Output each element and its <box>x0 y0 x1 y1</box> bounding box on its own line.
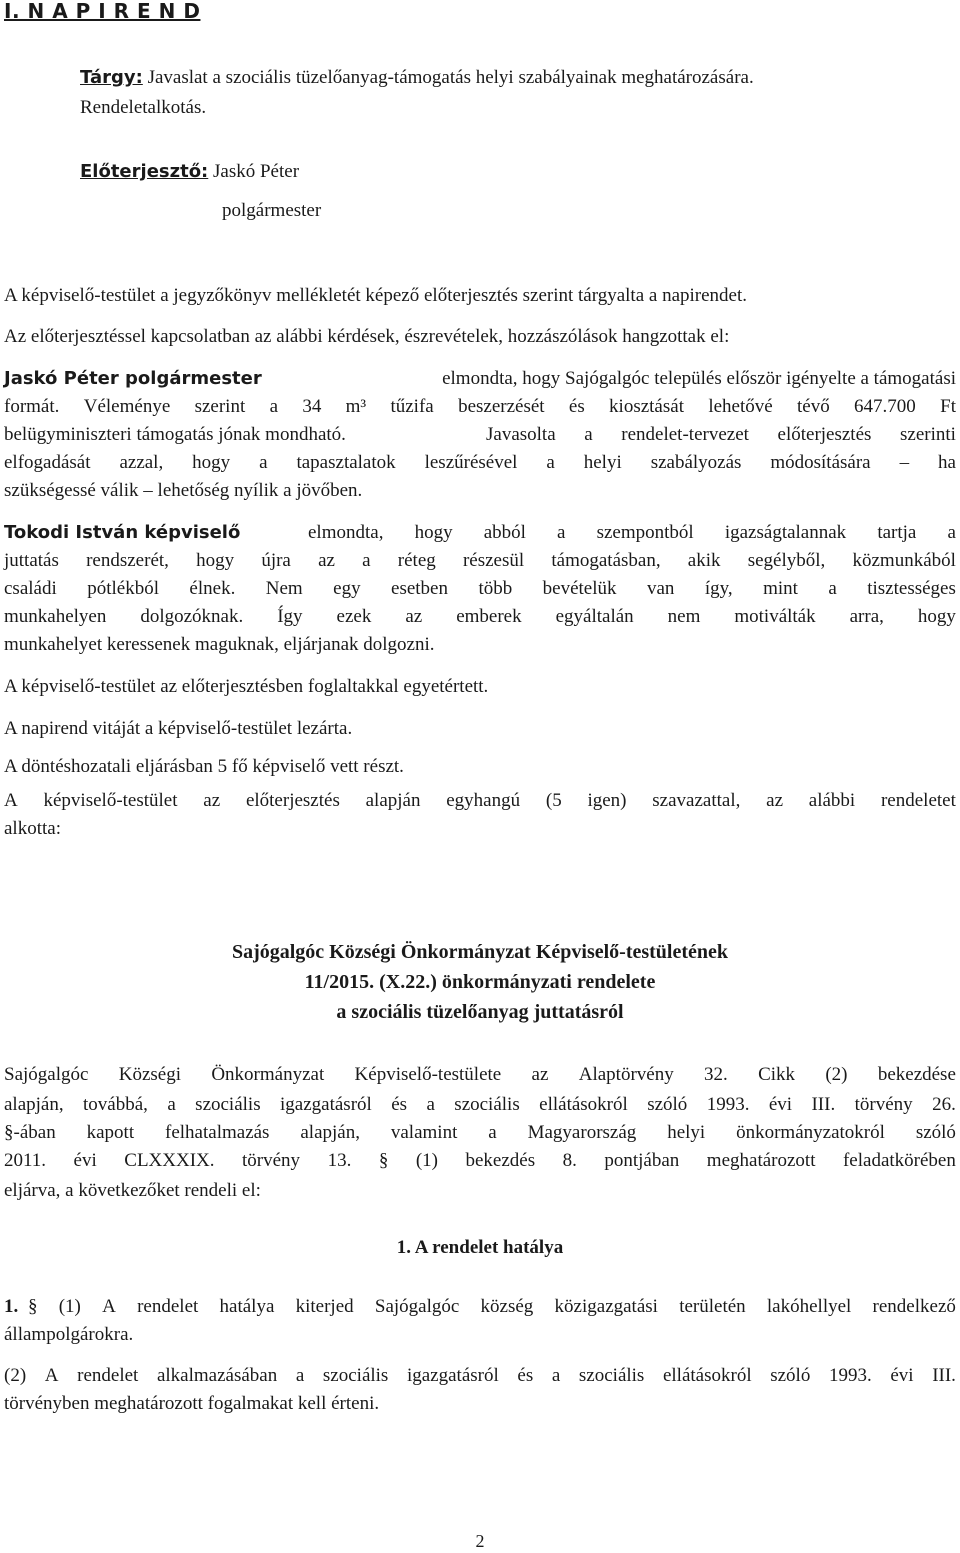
speaker1-text-1: elmondta, hogy Sajógalgóc település először igényelte a támogatási <box>442 368 956 389</box>
para-closed: A napirend vitáját a képviselő-testület lezárta. <box>4 718 353 739</box>
word: azzal, <box>119 452 164 473</box>
word: szociális <box>322 1365 389 1386</box>
word: Községi <box>118 1064 182 1085</box>
para-vote-line-2: alkotta: <box>4 818 61 839</box>
word: tartja <box>877 522 917 543</box>
word: Véleménye <box>83 396 171 417</box>
word: lakóhellyel <box>766 1296 852 1317</box>
word: az <box>318 550 335 571</box>
word: hogy <box>196 550 235 571</box>
word: emberek <box>456 606 522 627</box>
word: Alaptörvény <box>578 1064 674 1085</box>
word: Sajógalgóc <box>374 1296 460 1317</box>
word: egyhangú <box>446 790 521 811</box>
word: rendelet-tervezet <box>621 424 749 445</box>
word: felhatalmazás <box>165 1122 270 1143</box>
subject-text: Javaslat a szociális tüzelőanyag-támogatás helyi szabályainak meghatározására. <box>142 67 754 88</box>
speaker1-text-3b <box>486 421 956 449</box>
word: esetben <box>391 578 448 599</box>
word: előterjesztés <box>245 790 340 811</box>
word: ellátásokról <box>539 1094 628 1115</box>
word: képviselő-testület <box>43 790 178 811</box>
word: Cikk <box>758 1064 796 1085</box>
presenter-label: Előterjesztő: <box>80 161 209 182</box>
word: III. <box>932 1365 956 1386</box>
word: ezek <box>336 606 372 627</box>
word: mint <box>763 578 798 599</box>
word: a <box>362 550 371 571</box>
decree-title-1: Sajógalgóc Községi Önkormányzat Képviselő-testületének <box>231 941 729 963</box>
word: bekezdés <box>465 1150 536 1171</box>
word: egyáltalán <box>555 606 634 627</box>
word: van <box>646 578 675 599</box>
word: a <box>295 1365 305 1386</box>
word: feladatkörében <box>842 1150 956 1171</box>
word: akik <box>687 550 721 571</box>
word: CLXXXIX. <box>124 1150 215 1171</box>
word: (2) <box>4 1365 27 1386</box>
word: tisztességes <box>867 578 956 599</box>
word: A <box>102 1296 116 1317</box>
s1p2-line-1 <box>4 1362 956 1390</box>
word: alkalmazásában <box>156 1365 278 1386</box>
word: szóló <box>647 1094 688 1115</box>
word: elfogadását <box>4 452 91 473</box>
speaker1-line-4 <box>4 449 956 477</box>
word: előterjesztés <box>777 424 872 445</box>
word: szerinti <box>900 424 956 445</box>
speaker1-line-1 <box>4 365 956 393</box>
word: alapján, <box>300 1122 360 1143</box>
word: ha <box>938 452 956 473</box>
word: leszűrésével <box>424 452 518 473</box>
word: igazgatásról <box>406 1365 499 1386</box>
word: § <box>28 1296 38 1317</box>
word: a <box>259 452 268 473</box>
word: Ft <box>940 396 956 417</box>
word: hogy <box>414 522 453 543</box>
word: és <box>517 1365 534 1386</box>
word: munkahelyen <box>4 606 107 627</box>
word: a <box>828 578 837 599</box>
word: évi <box>768 1094 793 1115</box>
preamble-line-4 <box>4 1147 956 1175</box>
word: réteg <box>397 550 436 571</box>
word: a <box>269 396 278 417</box>
word: m³ <box>345 396 367 417</box>
subject-label: Tárgy: <box>80 67 143 88</box>
word: részesül <box>462 550 525 571</box>
word: (5 <box>545 790 562 811</box>
word: rendeletet <box>880 790 956 811</box>
speaker2-line-4 <box>4 603 956 631</box>
word: nem <box>667 606 701 627</box>
word: valamint <box>390 1122 458 1143</box>
word: törvény <box>854 1094 913 1115</box>
section1-title: 1. A rendelet hatálya <box>396 1237 564 1258</box>
s1p1-line-2: állampolgárokra. <box>4 1324 134 1345</box>
speaker2-line-2 <box>4 547 956 575</box>
word: 2011. <box>4 1150 47 1171</box>
word: alapján, <box>4 1094 64 1115</box>
word: Magyarország <box>527 1122 637 1143</box>
word: kapott <box>86 1122 135 1143</box>
word: juttatás <box>4 550 59 571</box>
word: bekezdése <box>877 1064 956 1085</box>
word: beszerzését <box>458 396 545 417</box>
word: módosítására <box>770 452 871 473</box>
word: abból <box>483 522 526 543</box>
word: törvény <box>242 1150 301 1171</box>
word: 26. <box>932 1094 956 1115</box>
word: tévő <box>797 396 830 417</box>
word: 647.700 <box>854 396 916 417</box>
word: az <box>203 790 221 811</box>
speaker2-text-1 <box>308 519 956 547</box>
word: hatálya <box>219 1296 275 1317</box>
word: szociális <box>578 1365 645 1386</box>
subject-line-1 <box>80 64 754 92</box>
word: lehetővé <box>708 396 773 417</box>
word: kiterjed <box>295 1296 354 1317</box>
word: rendelet <box>77 1365 139 1386</box>
word: alábbi <box>808 790 856 811</box>
word: helyi <box>667 1122 706 1143</box>
word: évi <box>73 1150 97 1171</box>
para-questions: Az előterjesztéssel kapcsolatban az alábbi kérdések, észrevételek, hozzászólások hangzottak el: <box>4 326 730 347</box>
word: A <box>4 790 18 811</box>
word: egy <box>333 578 361 599</box>
word: a <box>488 1122 497 1143</box>
word: ellátásokról <box>662 1365 752 1386</box>
word: Így <box>277 606 303 627</box>
word: 1993. <box>828 1365 872 1386</box>
word: Javasolta <box>486 424 556 445</box>
decree-title-3: a szociális tüzelőanyag juttatásról <box>336 1001 624 1023</box>
preamble-line-5: eljárva, a következőket rendeli el: <box>4 1180 261 1201</box>
word: továbbá, <box>83 1094 148 1115</box>
word: szerint <box>194 396 246 417</box>
agenda-heading: I. N A P I R E N D <box>4 0 201 23</box>
para-vote-line-1 <box>4 787 956 815</box>
para-agree: A képviselő-testület az előterjesztésben foglaltakkal egyetértett. <box>4 676 489 697</box>
word: Képviselő-testülete <box>354 1064 502 1085</box>
word: A <box>44 1365 59 1386</box>
word: tapasztalatok <box>296 452 396 473</box>
word: szabályozás <box>650 452 742 473</box>
speaker1-name: Jaskó Péter polgármester <box>4 368 262 389</box>
word: meghatározott <box>706 1150 816 1171</box>
word: motiválták <box>734 606 816 627</box>
speaker1-line-3 <box>4 421 956 449</box>
s1p2-line-2: törvényben meghatározott fogalmakat kell érteni. <box>4 1393 380 1414</box>
word: szociális <box>454 1094 520 1115</box>
word: (1) <box>58 1296 81 1317</box>
word: 1993. <box>706 1094 750 1115</box>
word: így, <box>704 578 733 599</box>
word: a <box>546 452 555 473</box>
word: tűzifa <box>390 396 434 417</box>
word: Nem <box>265 578 303 599</box>
preamble-line-1 <box>4 1061 956 1089</box>
para-discussed: A képviselő-testület a jegyzőkönyv mellékletét képező előterjesztés szerint tárgyalta a napirendet. <box>4 285 748 306</box>
word: és <box>391 1094 408 1115</box>
speaker1-line-5: szükségessé válik – lehetőség nyílik a jövőben. <box>4 480 363 501</box>
word: a <box>167 1094 176 1115</box>
word: segélyből, <box>747 550 826 571</box>
speaker1-line-2 <box>4 393 956 421</box>
speaker2-name: Tokodi István képviselő <box>4 522 241 543</box>
presenter-title: polgármester <box>222 200 322 221</box>
word: §-ában <box>4 1122 56 1143</box>
word: formát. <box>4 396 60 417</box>
word: bevételük <box>542 578 617 599</box>
word: alapján <box>365 790 421 811</box>
word: évi <box>890 1365 914 1386</box>
word: igazságtalannak <box>724 522 847 543</box>
word: igazgatásról <box>280 1094 372 1115</box>
word: újra <box>261 550 291 571</box>
word: az <box>766 790 784 811</box>
speaker1-text-3a: belügyminiszteri támogatás jónak mondható. <box>4 424 346 445</box>
word: 34 <box>302 396 322 417</box>
word: közmunkából <box>852 550 956 571</box>
word: § <box>378 1150 389 1171</box>
word: a <box>426 1094 435 1115</box>
page-number: 2 <box>475 1531 485 1551</box>
word: Önkormányzat <box>211 1064 325 1085</box>
preamble-line-2 <box>4 1091 956 1119</box>
word: dolgozóknak. <box>140 606 244 627</box>
word: családi <box>4 578 57 599</box>
word: rendelkező <box>872 1296 956 1317</box>
word: elmondta, <box>308 522 384 543</box>
s1p1-line-1 <box>4 1293 956 1321</box>
word: rendszerét, <box>86 550 169 571</box>
word: rendelet <box>137 1296 199 1317</box>
s1p1-text-1 <box>28 1293 956 1321</box>
word: 32. <box>704 1064 728 1085</box>
para-participants: A döntéshozatali eljárásban 5 fő képviselő vett részt. <box>4 756 404 777</box>
word: III. <box>811 1094 836 1115</box>
word: területén <box>679 1296 746 1317</box>
word: (2) <box>825 1064 848 1085</box>
word: a <box>947 522 956 543</box>
word: 8. <box>562 1150 577 1171</box>
word: pontjában <box>604 1150 680 1171</box>
word: a <box>584 424 593 445</box>
word: arra, <box>849 606 884 627</box>
word: szempontból <box>596 522 694 543</box>
word: pótlékból <box>87 578 159 599</box>
word: 13. <box>327 1150 352 1171</box>
word: – <box>899 452 910 473</box>
presenter-line <box>80 158 299 186</box>
word: az <box>531 1064 549 1085</box>
speaker2-line-5: munkahelyet keressenek maguknak, eljárjanak dolgozni. <box>4 634 435 655</box>
word: hogy <box>192 452 231 473</box>
word: község <box>480 1296 534 1317</box>
s1p1-number: 1. <box>4 1296 19 1317</box>
speaker2-line-1 <box>4 519 956 547</box>
word: támogatásban, <box>551 550 661 571</box>
word: az <box>405 606 423 627</box>
word: szóló <box>915 1122 956 1143</box>
word: a <box>551 1365 561 1386</box>
word: hogy <box>917 606 956 627</box>
speaker2-line-3 <box>4 575 956 603</box>
word: igen) <box>587 790 627 811</box>
decree-title-2: 11/2015. (X.22.) önkormányzati rendelete <box>304 971 656 993</box>
word: és <box>568 396 585 417</box>
preamble-line-3 <box>4 1119 956 1147</box>
word: (1) <box>415 1150 438 1171</box>
word: szóló <box>770 1365 811 1386</box>
word: szavazattal, <box>652 790 741 811</box>
word: a <box>557 522 566 543</box>
word: Sajógalgóc <box>4 1064 89 1085</box>
word: kiosztását <box>609 396 684 417</box>
subject-line-2: Rendeletalkotás. <box>80 97 207 118</box>
word: közigazgatási <box>554 1296 658 1317</box>
word: élnek. <box>189 578 236 599</box>
word: helyi <box>583 452 622 473</box>
presenter-name: Jaskó Péter <box>208 161 300 182</box>
word: szociális <box>195 1094 261 1115</box>
word: önkormányzatokról <box>736 1122 885 1143</box>
word: több <box>478 578 513 599</box>
